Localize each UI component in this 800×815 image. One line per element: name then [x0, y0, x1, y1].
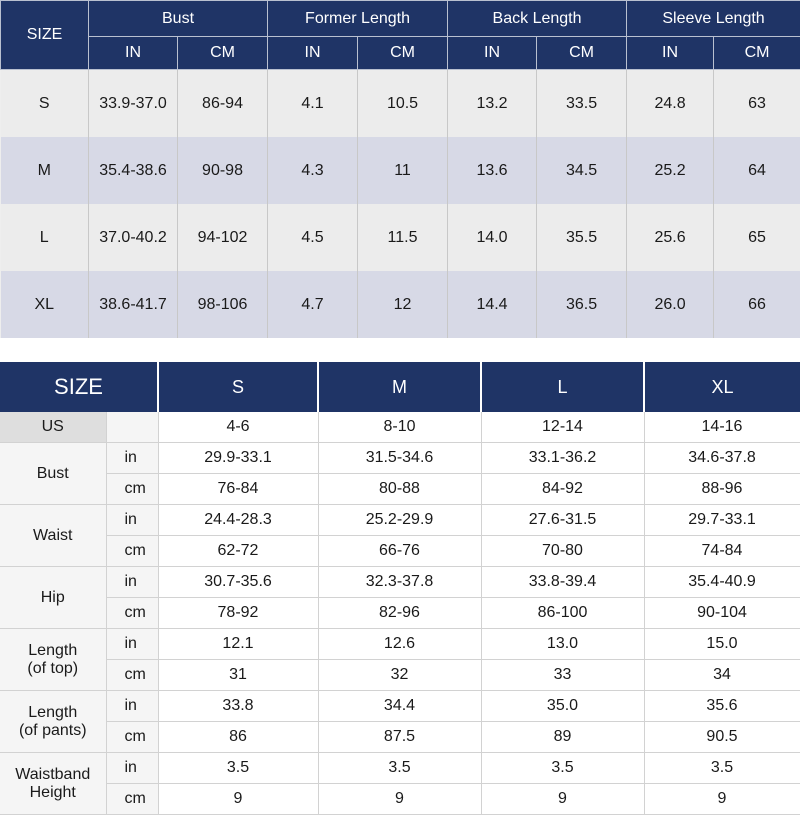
table-cell: 76-84 [158, 474, 318, 505]
table-cell: 3.5 [318, 753, 481, 784]
table-cell: 4.3 [268, 137, 358, 204]
table-cell: 4.1 [268, 70, 358, 138]
table-cell: 13.2 [448, 70, 537, 138]
table-row [0, 691, 800, 722]
table-cell: 36.5 [537, 271, 627, 338]
table-row [0, 753, 800, 784]
unit-cell: cm [106, 474, 158, 505]
table-cell: 34.6-37.8 [644, 443, 800, 474]
table-cell: 11.5 [358, 204, 448, 271]
measurement-label-line-2: (of pants) [0, 722, 106, 740]
table-cell: 33 [481, 660, 644, 691]
measurement-label-line-2: (of top) [0, 660, 106, 678]
table-cell: 70-80 [481, 536, 644, 567]
measurement-label-line-1: Waistband [0, 766, 106, 784]
group-header-sleeve-length: Sleeve Length [627, 1, 800, 37]
table-cell: 11 [358, 137, 448, 204]
size-chart-table-1 [0, 0, 800, 338]
group-header-former-length: Former Length [268, 1, 448, 37]
table-cell: 25.6 [627, 204, 714, 271]
table-row [0, 567, 800, 598]
table-row [1, 204, 800, 271]
table-cell: 86 [158, 722, 318, 753]
table-cell: 33.5 [537, 70, 627, 138]
table-cell: 31.5-34.6 [318, 443, 481, 474]
table-cell: 34 [644, 660, 800, 691]
unit-header: CM [178, 37, 268, 70]
unit-cell: cm [106, 722, 158, 753]
size-column-header: L [481, 362, 644, 412]
table-cell: 86-100 [481, 598, 644, 629]
measurement-label-line-1: Length [0, 704, 106, 722]
table-cell: 24.8 [627, 70, 714, 138]
table-cell: 32 [318, 660, 481, 691]
size-cell: M [1, 137, 89, 204]
table-cell: 34.4 [318, 691, 481, 722]
measurement-label-line-1: Hip [0, 589, 106, 607]
measurement-label-line-1: Length [0, 642, 106, 660]
table-cell: 10.5 [358, 70, 448, 138]
table-cell: 3.5 [158, 753, 318, 784]
table-cell: 62-72 [158, 536, 318, 567]
table-row [0, 598, 800, 629]
size-column-header: S [158, 362, 318, 412]
table-cell: 25.2 [627, 137, 714, 204]
table-cell: 14.0 [448, 204, 537, 271]
table-cell: 37.0-40.2 [89, 204, 178, 271]
unit-cell: in [106, 443, 158, 474]
unit-cell: cm [106, 536, 158, 567]
table-cell: 89 [481, 722, 644, 753]
table-2-header [0, 362, 800, 412]
table-cell: 65 [714, 204, 800, 271]
table-cell: 33.1-36.2 [481, 443, 644, 474]
measurement-label [0, 567, 106, 629]
table-cell: 66-76 [318, 536, 481, 567]
table-row [1, 271, 800, 338]
empty-cell [106, 412, 158, 443]
table-cell: 4.5 [268, 204, 358, 271]
table-cell: 33.9-37.0 [89, 70, 178, 138]
table-cell: 90.5 [644, 722, 800, 753]
table-cell: 86-94 [178, 70, 268, 138]
table-cell: 3.5 [644, 753, 800, 784]
table-cell: 84-92 [481, 474, 644, 505]
table-cell: 9 [481, 784, 644, 815]
table-cell: 12-14 [481, 412, 644, 443]
table-row [0, 474, 800, 505]
unit-cell: cm [106, 598, 158, 629]
measurement-label-line-1: Bust [0, 465, 106, 483]
table-row [1, 70, 800, 138]
table-cell: 13.6 [448, 137, 537, 204]
table-cell: 12.6 [318, 629, 481, 660]
table-cell: 14.4 [448, 271, 537, 338]
table-cell: 82-96 [318, 598, 481, 629]
table-row [0, 505, 800, 536]
table-cell: 9 [158, 784, 318, 815]
table-cell: 94-102 [178, 204, 268, 271]
table-cell: 29.7-33.1 [644, 505, 800, 536]
table-cell: 90-98 [178, 137, 268, 204]
measurement-label [0, 505, 106, 567]
table-cell: 64 [714, 137, 800, 204]
size-chart-table-2 [0, 362, 800, 815]
size-header: SIZE [0, 362, 158, 412]
table-cell: 4.7 [268, 271, 358, 338]
unit-header: CM [358, 37, 448, 70]
table-cell: 35.4-40.9 [644, 567, 800, 598]
size-column-header: M [318, 362, 481, 412]
table-row [0, 784, 800, 815]
measurement-label [0, 443, 106, 505]
measurement-label-line-2: Height [0, 784, 106, 802]
size-cell: XL [1, 271, 89, 338]
table-cell: 33.8-39.4 [481, 567, 644, 598]
table-cell: 12.1 [158, 629, 318, 660]
size-column-header: XL [644, 362, 800, 412]
table-cell: 26.0 [627, 271, 714, 338]
table-cell: 25.2-29.9 [318, 505, 481, 536]
unit-header: CM [714, 37, 800, 70]
table-cell: 35.6 [644, 691, 800, 722]
table-cell: 14-16 [644, 412, 800, 443]
us-label: US [0, 412, 106, 443]
table-cell: 63 [714, 70, 800, 138]
measurement-label [0, 629, 106, 691]
table-1-header [1, 1, 800, 70]
table-row [0, 536, 800, 567]
group-header-bust: Bust [89, 1, 268, 37]
table-row [0, 722, 800, 753]
table-row [1, 137, 800, 204]
table-cell: 12 [358, 271, 448, 338]
unit-cell: cm [106, 660, 158, 691]
table-cell: 29.9-33.1 [158, 443, 318, 474]
table-cell: 33.8 [158, 691, 318, 722]
unit-cell: in [106, 567, 158, 598]
table-cell: 74-84 [644, 536, 800, 567]
table-cell: 98-106 [178, 271, 268, 338]
us-size-row [0, 412, 800, 443]
table-cell: 35.0 [481, 691, 644, 722]
unit-header: IN [89, 37, 178, 70]
table-1-body [1, 70, 800, 339]
unit-cell: in [106, 753, 158, 784]
unit-cell: in [106, 691, 158, 722]
table-cell: 4-6 [158, 412, 318, 443]
table-cell: 31 [158, 660, 318, 691]
unit-cell: in [106, 629, 158, 660]
table-cell: 80-88 [318, 474, 481, 505]
measurement-label [0, 691, 106, 753]
table-cell: 3.5 [481, 753, 644, 784]
table-cell: 8-10 [318, 412, 481, 443]
unit-header: IN [268, 37, 358, 70]
table-cell: 34.5 [537, 137, 627, 204]
group-header-back-length: Back Length [448, 1, 627, 37]
table-row [0, 629, 800, 660]
table-cell: 35.4-38.6 [89, 137, 178, 204]
unit-header: IN [448, 37, 537, 70]
table-cell: 27.6-31.5 [481, 505, 644, 536]
table-cell: 32.3-37.8 [318, 567, 481, 598]
table-cell: 15.0 [644, 629, 800, 660]
table-cell: 35.5 [537, 204, 627, 271]
table-cell: 66 [714, 271, 800, 338]
table-cell: 9 [318, 784, 481, 815]
table-cell: 30.7-35.6 [158, 567, 318, 598]
unit-cell: cm [106, 784, 158, 815]
table-cell: 87.5 [318, 722, 481, 753]
table-cell: 13.0 [481, 629, 644, 660]
unit-header: CM [537, 37, 627, 70]
table-row [0, 443, 800, 474]
size-cell: L [1, 204, 89, 271]
size-header: SIZE [1, 1, 89, 70]
table-row [0, 660, 800, 691]
unit-header: IN [627, 37, 714, 70]
table-cell: 90-104 [644, 598, 800, 629]
measurement-label [0, 753, 106, 815]
table-cell: 78-92 [158, 598, 318, 629]
measurement-label-line-1: Waist [0, 527, 106, 545]
table-cell: 24.4-28.3 [158, 505, 318, 536]
table-cell: 88-96 [644, 474, 800, 505]
table-cell: 9 [644, 784, 800, 815]
table-2-body [0, 412, 800, 815]
unit-cell: in [106, 505, 158, 536]
size-cell: S [1, 70, 89, 138]
table-cell: 38.6-41.7 [89, 271, 178, 338]
